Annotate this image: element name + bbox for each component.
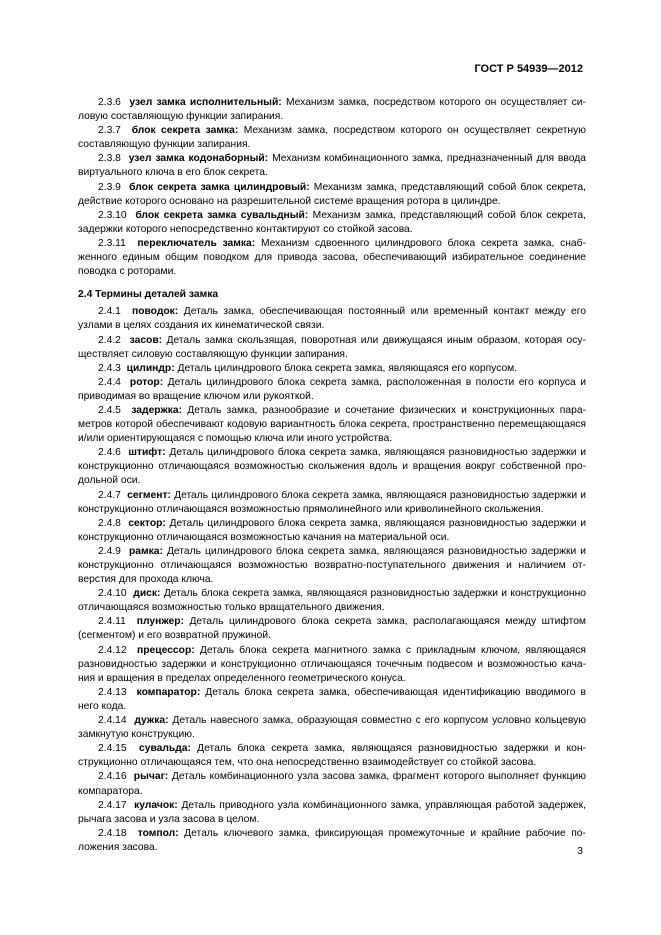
term-definition: Деталь цилиндрового блока секрета замка, являющаяся разновидностью задержки и конструкционно отличающаяся возможностью качания на материальной оси.: [78, 517, 586, 543]
term-definition: Механизм сдвоенного цилиндрового блока секрета замка, снабженного единым общим поводком для привода засова, обеспечивающий избирательное соединение поводка с роторами.: [78, 237, 586, 278]
term-definition: Деталь замка, разнообразие и сочетание физических и конструкционных параметров которой обеспечивают кодовую вариантность блока секрета, пространственно перемещающаяся и/или ориентирующаяся с помощью ключа или иного устройства.: [78, 404, 586, 445]
term-entry: [78, 545, 586, 587]
term-name: поводок:: [131, 306, 179, 318]
term-entry: [78, 517, 586, 545]
term-number: 2.4.1: [98, 306, 121, 318]
term-number: 2.3.7: [98, 125, 121, 137]
term-definition: Деталь блока секрета замка, являющаяся разновидностью задержки и конструкционно отличающаяся тем, что она непосредственно взаимодействует со стойкой засова.: [78, 743, 586, 769]
term-number: 2.4.10: [98, 588, 127, 600]
term-name: сегмент:: [127, 489, 171, 501]
term-number: 2.4.7: [98, 489, 121, 501]
term-entry: [78, 714, 586, 742]
term-definition: Деталь блока секрета замка, являющаяся разновидностью задержки и конструкционно отличающаяся возможностью только вращательного движения.: [78, 588, 586, 614]
term-entry: [78, 587, 586, 615]
term-number: 2.4.17: [98, 799, 127, 811]
term-name: ротор:: [129, 376, 164, 388]
term-entry: [78, 181, 586, 209]
term-number: 2.4.11: [98, 616, 126, 628]
term-definition: Деталь цилиндрового блока секрета замка, являющаяся разновидностью задержки и конструкционно отличающаяся возможностью скольжения вдоль и вращения вокруг собственной продольной оси.: [78, 447, 586, 487]
term-number: 2.4.3: [98, 362, 121, 374]
term-name: цилиндр:: [126, 362, 175, 374]
term-definition: Механизм замка, посредством которого он осуществляет силовую составляющую функции запирания.: [78, 97, 586, 123]
term-definition: Деталь приводного узла комбинационного замка, управляющая работой задержек, рычага засова и узла засова в целом.: [78, 799, 586, 825]
term-definition: Деталь замка скользящая, поворотная или движущаяся иным образом, которая осуществляет силовую составляющую функции запирания.: [78, 334, 586, 360]
term-entry: [78, 615, 586, 643]
term-name: блок секрета замка сувальдный:: [135, 209, 309, 221]
term-name: томпол:: [137, 827, 179, 839]
page-number: 3: [577, 845, 583, 857]
term-number: 2.4.5: [98, 404, 121, 416]
term-number: 2.3.10: [98, 209, 127, 221]
term-number: 2.4.18: [98, 827, 127, 839]
term-entry: [78, 404, 586, 446]
term-entry: [78, 362, 586, 376]
term-number: 2.4.6: [98, 447, 121, 459]
term-number: 2.3.8: [98, 153, 121, 165]
term-name: плунжер:: [136, 616, 184, 628]
term-number: 2.4.4: [98, 376, 121, 388]
term-definition: Механизм замка, представляющий собой блок секрета, задержки которого непосредственно контактируют со стойкой засова.: [78, 209, 586, 235]
term-entry: [78, 376, 586, 404]
term-number: 2.3.6: [98, 97, 121, 108]
term-definition: Деталь ключевого замка, фиксирующая промежуточные и крайние рабочие положения засова.: [78, 827, 586, 853]
term-entry: [78, 152, 586, 180]
term-entry: [78, 742, 586, 770]
term-name: компаратор:: [136, 686, 201, 698]
term-definition: Деталь цилиндрового блока секрета замка, являющаяся разновидностью задержки и конструкционно отличающаяся возможностью прямолинейного или криволинейного скольжения.: [78, 489, 586, 515]
term-definition: Механизм замка, представляющий собой блок секрета, действие которого основано на разрешительной системе вращения ротора в цилиндре.: [78, 181, 586, 207]
term-name: блок секрета замка цилиндровый:: [129, 181, 310, 193]
term-definition: Деталь цилиндрового блока секрета замка, являющаяся его корпусом.: [177, 362, 518, 374]
term-definition: Деталь замка, обеспечивающая постоянный или временный контакт между его узлами в целях создания их кинематической связи.: [78, 306, 586, 332]
term-definition: Деталь цилиндрового блока секрета замка, являющаяся разновидностью задержки и конструкционно отличающаяся возможностью возвратно-поступательного движения и наличием отверстия для прохода ключа.: [78, 545, 586, 586]
term-name: засов:: [129, 334, 163, 346]
term-name: узел замка кодонаборный:: [128, 153, 269, 165]
term-number: 2.4.15: [98, 743, 127, 755]
term-entry: [78, 446, 586, 488]
term-entry: [78, 124, 586, 152]
term-entry: [78, 644, 586, 686]
term-name: кулачок:: [134, 799, 178, 811]
standard-header: ГОСТ Р 54939—2012: [474, 63, 583, 75]
term-number: 2.4.12: [98, 644, 127, 656]
term-name: задержка:: [131, 404, 183, 416]
term-entry: [78, 770, 586, 798]
term-entry: [78, 237, 586, 279]
term-entry: [78, 799, 586, 827]
term-name: узел замка исполнительный:: [129, 97, 282, 108]
term-number: 2.4.13: [98, 686, 127, 698]
term-name: сувальда:: [139, 743, 191, 755]
term-entry: [78, 827, 586, 855]
term-name: рамка:: [128, 545, 163, 557]
term-name: штифт:: [128, 447, 166, 459]
term-entry: [78, 209, 586, 237]
term-name: диск:: [133, 588, 161, 600]
term-definition: Деталь комбинационного узла засова замка, фрагмент которого выполняет функцию компаратора.: [78, 771, 586, 797]
document-body: [78, 96, 586, 855]
term-definition: Деталь цилиндрового блока секрета замка, расположенная в полости его корпуса и приводимая во вращение ключом или рукояткой.: [78, 376, 586, 402]
term-name: прецессор:: [137, 644, 195, 656]
term-number: 2.3.11: [98, 237, 126, 249]
term-name: переключатель замка:: [137, 237, 256, 249]
term-entry: [78, 686, 586, 714]
term-number: 2.4.9: [98, 545, 121, 557]
term-entry: [78, 489, 586, 517]
term-definition: Деталь блока секрета замка, обеспечивающая идентификацию вводимого в него кода.: [78, 686, 586, 712]
term-definition: Деталь цилиндрового блока секрета замка, располагающаяся между штифтом (сегментом) и его возвратной пружиной.: [78, 616, 586, 642]
term-number: 2.4.8: [98, 517, 121, 529]
term-name: рычаг:: [133, 771, 169, 783]
term-name: блок секрета замка:: [131, 125, 239, 137]
section-heading: 2.4 Термины деталей замка: [78, 289, 219, 301]
term-number: 2.4.2: [98, 334, 121, 346]
term-entry: [78, 305, 586, 333]
term-name: дужка:: [134, 715, 169, 727]
term-definition: Деталь навесного замка, образующая совместно с его корпусом условно кольцевую замкнутую конструкцию.: [78, 715, 586, 741]
term-definition: Механизм комбинационного замка, предназначенный для ввода виртуального ключа в его блок секрета.: [78, 153, 586, 179]
term-entry: [78, 96, 586, 124]
term-definition: Деталь блока секрета магнитного замка с прикладным ключом, являющаяся разновидностью задержки и конструкционно отличающаяся точечным подвесом и возможностью качания и вращения в пределах определенного геометрического конуса.: [78, 644, 586, 684]
term-name: сектор:: [128, 517, 166, 529]
term-number: 2.3.9: [98, 181, 121, 193]
term-entry: [78, 334, 586, 362]
term-definition: Механизм замка, посредством которого он осуществляет секретную составляющую функции запирания.: [78, 125, 586, 151]
term-number: 2.4.14: [98, 715, 127, 727]
term-number: 2.4.16: [98, 771, 127, 783]
